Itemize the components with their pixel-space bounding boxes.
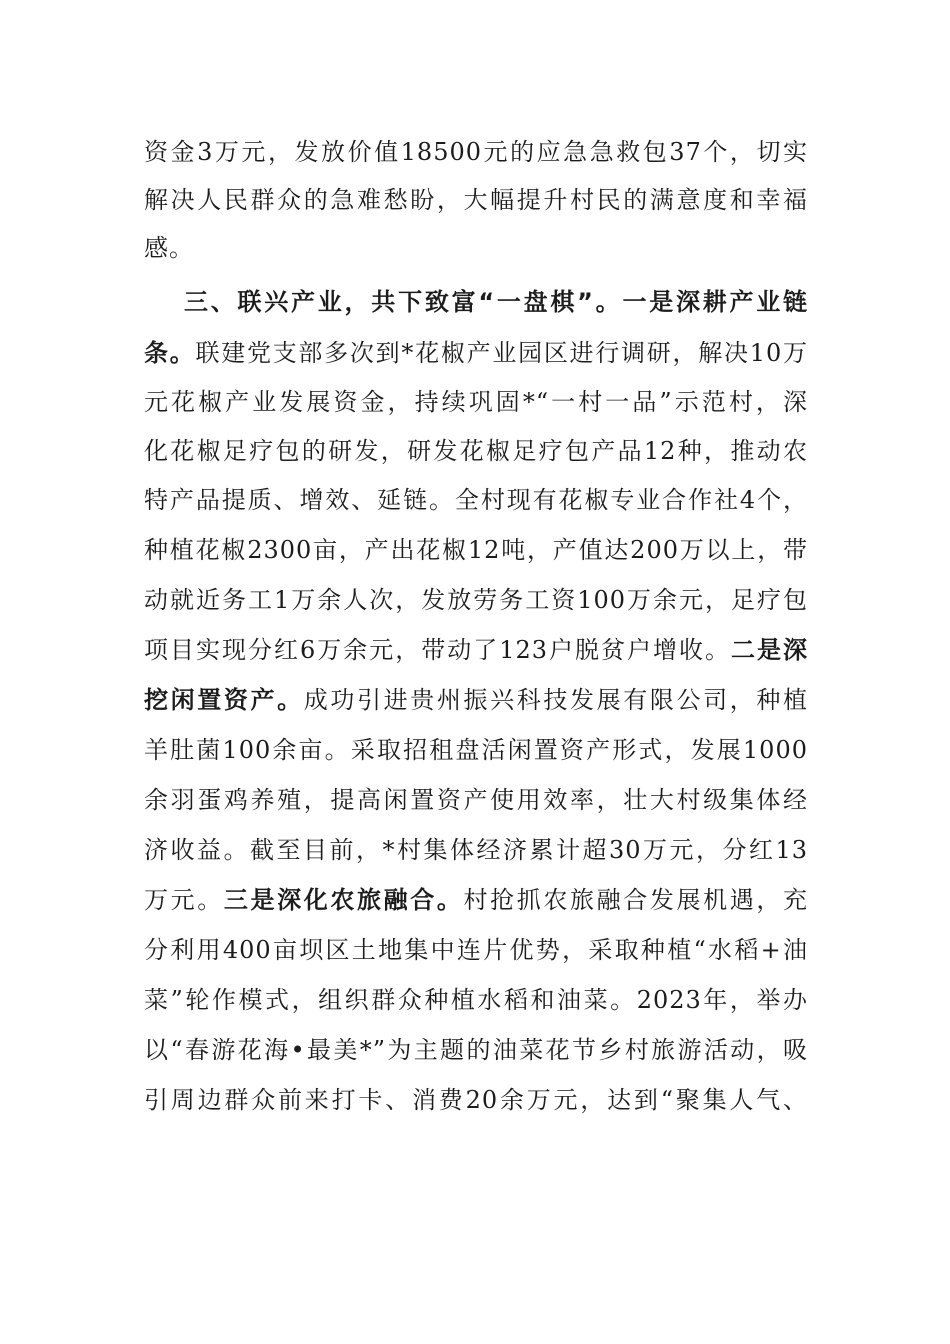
paragraph-line: 济收益。截至目前，*村集体经济累计超30万元，分红13 xyxy=(144,836,808,864)
paragraph-line xyxy=(144,885,808,915)
paragraph-line xyxy=(144,338,808,368)
text-run: 联建党支部多次到*花椒产业园区进行调研，解决10万 xyxy=(195,339,808,367)
paragraph-line: 化花椒足疗包的研发，研发花椒足疗包产品12种，推动农 xyxy=(144,437,808,465)
text-run: 成功引进贵州振兴科技发展有限公司，种植 xyxy=(303,686,808,714)
paragraph-line: 羊肚菌100余亩。采取招租盘活闲置资产形式，发展1000 xyxy=(144,736,808,764)
paragraph-line: 菜”轮作模式，组织群众种植水稻和油菜。2023年，举办 xyxy=(144,986,808,1014)
section-heading-line xyxy=(184,287,808,317)
paragraph-line: 特产品提质、增效、延链。全村现有花椒专业合作社4个， xyxy=(144,486,808,514)
paragraph-line: 余羽蛋鸡养殖，提高闲置资产使用效率，壮大村级集体经 xyxy=(144,786,808,814)
point-1-title: 一是深耕产业链 xyxy=(622,288,809,316)
point-2-title: 二是深 xyxy=(731,636,809,664)
paragraph-line: 分利用400亩坝区土地集中连片优势，采取种植“水稻+油 xyxy=(144,936,808,964)
point-2-title-end: 挖闲置资产。 xyxy=(144,686,304,714)
paragraph-line: 种植花椒2300亩，产出花椒12吨，产值达200万以上，带 xyxy=(144,536,808,564)
section-heading: 三、联兴产业，共下致富“一盘棋”。 xyxy=(184,288,623,316)
point-1-title-end: 条。 xyxy=(144,339,196,367)
paragraph-line: 感。 xyxy=(144,234,194,262)
paragraph-line: 动就近务工1万余人次，发放劳务工资100万余元，足疗包 xyxy=(144,586,808,614)
paragraph-line xyxy=(144,635,808,665)
paragraph-line: 以“春游花海•最美*”为主题的油菜花节乡村旅游活动，吸 xyxy=(144,1036,808,1064)
paragraph-line: 元花椒产业发展资金，持续巩固*“一村一品”示范村，深 xyxy=(144,388,808,416)
point-3-title: 三是深化农旅融合。 xyxy=(223,886,464,914)
paragraph-line xyxy=(144,685,808,715)
paragraph-line: 资金3万元，发放价值18500元的应急急救包37个，切实 xyxy=(144,138,808,166)
text-run: 项目实现分红6万余元，带动了123户脱贫户增收。 xyxy=(144,636,732,664)
text-run: 万元。 xyxy=(144,886,224,914)
text-run: 村抢抓农旅融合发展机遇，充 xyxy=(463,886,808,914)
paragraph-line: 解决人民群众的急难愁盼，大幅提升村民的满意度和幸福 xyxy=(144,186,808,214)
paragraph-line: 引周边群众前来打卡、消费20余万元，达到“聚集人气、 xyxy=(144,1086,808,1114)
